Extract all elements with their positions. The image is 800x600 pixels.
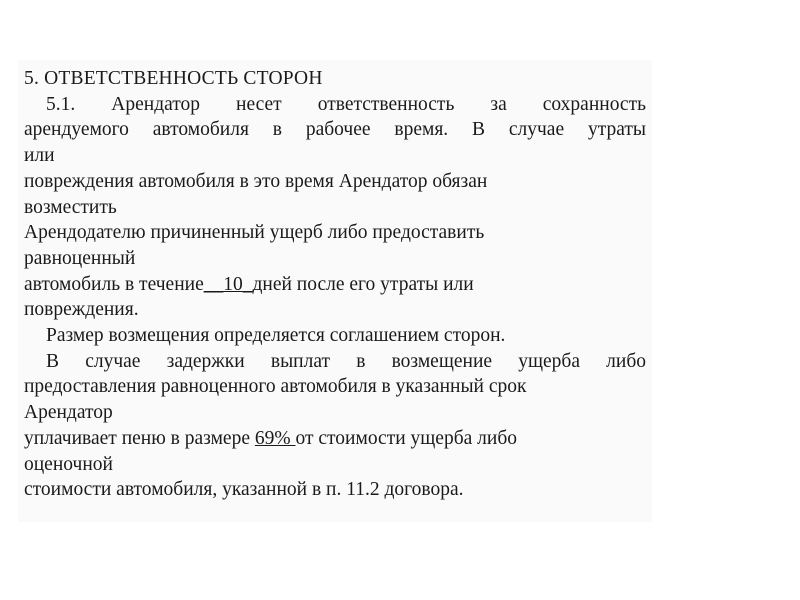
term-after: дней после его утраты или (252, 273, 474, 295)
section-heading: 5. ОТВЕТСТВЕННОСТЬ СТОРОН (24, 68, 323, 89)
penalty-before: уплачивает пеню в размере (24, 427, 250, 449)
term-days: __10_ (203, 273, 253, 295)
clause-line-3: или (24, 145, 55, 167)
delay-line-3: Арендатор (24, 402, 113, 424)
clause-line-2: арендуемого автомобиля в рабочее время. В случае утраты (24, 119, 646, 141)
document-text (18, 60, 652, 522)
compensation-line: Размер возмещения определяется соглашением сторон. (46, 325, 506, 347)
clause-line-1: 5.1. Арендатор несет ответственность за сохранность (46, 93, 646, 115)
delay-line-1: В случае задержки выплат в возмещение ущерба либо (46, 350, 646, 372)
clause-line-5: возместить (24, 196, 117, 218)
clause-line-6: Арендодателю причиненный ущерб либо предоставить (24, 222, 485, 244)
term-before: автомобиль в течение (24, 273, 204, 295)
clause-line-4: повреждения автомобиля в это время Арендатор обязан (24, 170, 488, 192)
closing-line-1: оценочной (24, 453, 113, 475)
term-line (24, 272, 646, 298)
closing-line-2: стоимости автомобиля, указанной в п. 11.2 договора. (24, 479, 464, 501)
penalty-after: от стоимости ущерба либо (295, 427, 518, 449)
delay-line-2: предоставления равноценного автомобиля в указанный срок (24, 376, 527, 398)
line-after-term: повреждения. (24, 299, 139, 321)
penalty-line (24, 426, 646, 452)
clause-line-7: равноценный (24, 247, 136, 269)
penalty-percent: 69% (254, 427, 296, 449)
